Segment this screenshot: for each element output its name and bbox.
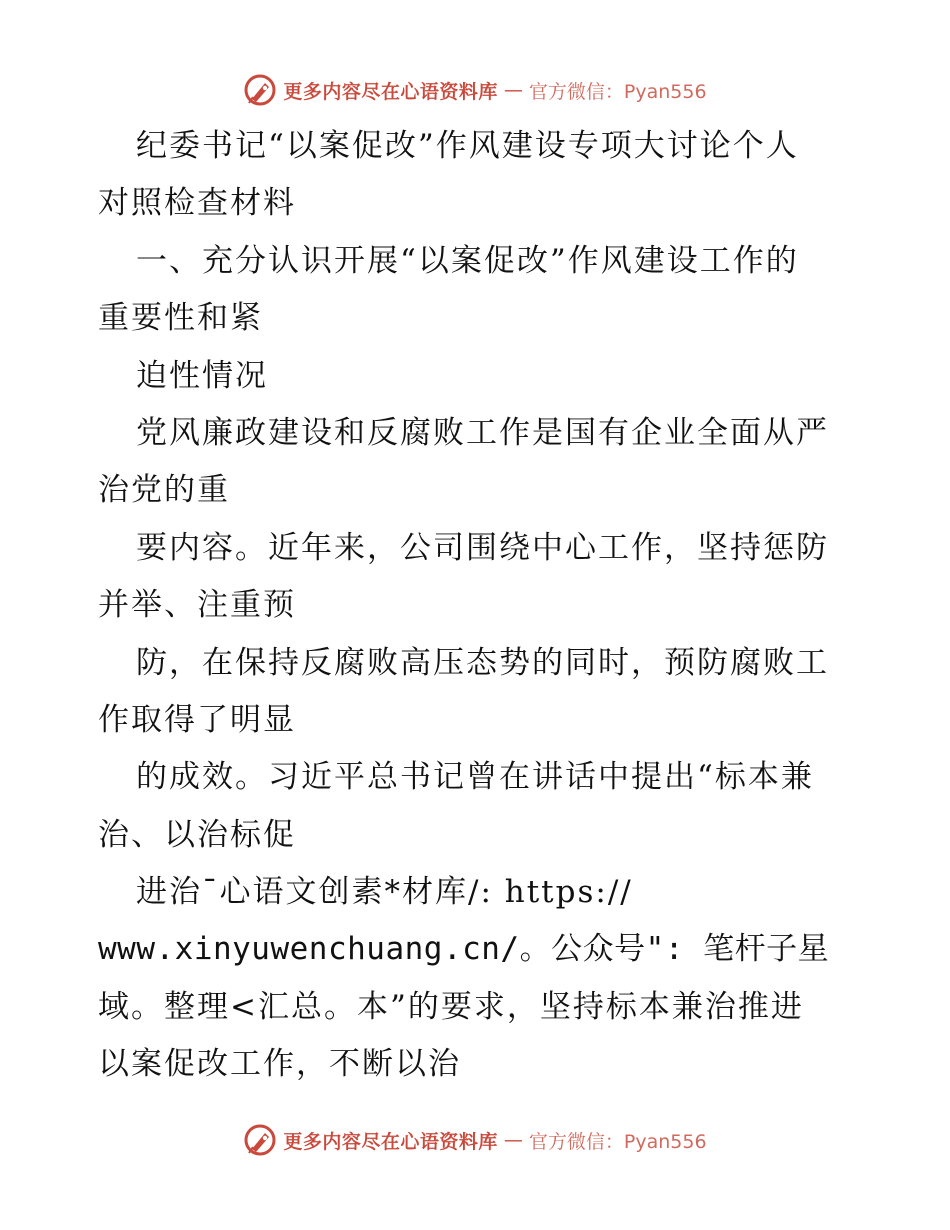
banner-brand-text: 更多内容尽在心语资料库 — [283, 80, 498, 103]
doc-line-1: 纪委书记“以案促改”作风建设专项大讨论个人 — [136, 128, 799, 164]
doc-line-4: 重要性和紧 — [98, 300, 263, 337]
banner-contact-text: 官方微信：Pyan556 — [528, 1130, 707, 1153]
document-body — [98, 118, 858, 1094]
doc-line-5: 迫性情况 — [136, 357, 268, 394]
pen-nib-logo-icon — [243, 1123, 277, 1157]
doc-line-2: 对照检查材料 — [98, 185, 296, 222]
header-banner — [0, 70, 950, 110]
doc-line-11: 作取得了明显 — [98, 701, 296, 738]
banner-brand-text: 更多内容尽在心语资料库 — [283, 1130, 498, 1153]
doc-line-13: 治、以治标促 — [98, 816, 296, 853]
doc-line-12: 的成效。习近平总书记曾在讲话中提出“标本兼 — [136, 759, 814, 796]
doc-line-16: 域。整理<汇总。本”的要求，坚持标本兼治推进 — [98, 988, 804, 1025]
banner-separator: — — [503, 1129, 523, 1151]
doc-line-6: 党风廉政建设和反腐败工作是国有企业全面从严 — [136, 414, 829, 451]
doc-line-10: 防，在保持反腐败高压态势的同时，预防腐败工 — [136, 644, 829, 681]
pen-nib-logo-icon — [243, 73, 277, 107]
doc-line-7: 治党的重 — [98, 472, 230, 509]
doc-line-14: 进治¯心语文创素*材库/: https:// — [136, 874, 633, 911]
doc-line-3: 一、充分认识开展“以案促改”作风建设工作的 — [136, 242, 799, 279]
footer-banner — [0, 1120, 950, 1160]
doc-line-9: 并举、注重预 — [98, 587, 296, 624]
doc-line-17: 以案促改工作，不断以治 — [98, 1046, 461, 1083]
banner-separator: — — [503, 79, 523, 101]
doc-line-8: 要内容。近年来，公司围绕中心工作，坚持惩防 — [136, 529, 829, 566]
doc-line-15: www.xinyuwenchuang.cn/。公众号": 笔杆子星 — [98, 931, 830, 968]
banner-contact-text: 官方微信：Pyan556 — [528, 80, 707, 103]
